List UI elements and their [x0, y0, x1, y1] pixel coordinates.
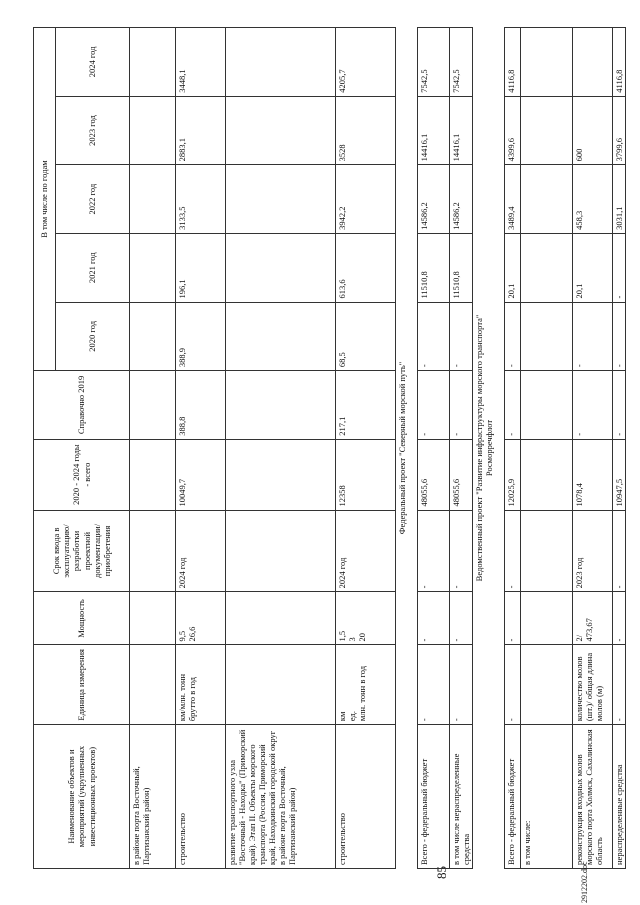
- header-total: 2020 - 2024 годы - всего: [34, 439, 130, 510]
- cell-total: 48055,6: [418, 439, 450, 510]
- cell-y2024: 4116,8: [613, 28, 626, 97]
- cell-deadline: [226, 510, 336, 592]
- cell-deadline: [521, 510, 573, 592]
- cell-unit: км/млн. тонн брутто в год: [176, 645, 226, 725]
- cell-total: 12358: [336, 439, 396, 510]
- table-body: [130, 28, 626, 869]
- cell-y2020: -: [418, 302, 450, 371]
- cell-ref2019: [521, 371, 573, 440]
- cell-y2022: [226, 165, 336, 234]
- header-2024: 2024 год: [56, 28, 130, 97]
- cell-ref2019: [226, 371, 336, 440]
- cell-y2021: [226, 233, 336, 302]
- cell-y2021: [521, 233, 573, 302]
- cell-y2020: [521, 302, 573, 371]
- cell-total: 1078,4: [573, 439, 613, 510]
- cell-y2023: 2883,1: [176, 96, 226, 165]
- cell-ref2019: 217,1: [336, 371, 396, 440]
- cell-total: [521, 439, 573, 510]
- cell-deadline: 2024 год: [176, 510, 226, 592]
- header-name: Наименование объектов и мероприятий (укрупненных инвестиционных проектов): [34, 725, 130, 869]
- header-2021: 2021 год: [56, 233, 130, 302]
- cell-name: развитие транспортного узла "Восточный - Находка" (Приморский край). Этап II. Объекты морского транспорта (Россия, Приморский край, Находкинский городской округ в районе порта Восточный, Партизанский район): [226, 725, 336, 869]
- cell-y2023: 600: [573, 96, 613, 165]
- cell-name: строительство: [336, 725, 396, 869]
- header-by-years: В том числе по годам: [34, 28, 56, 371]
- cell-y2020: [130, 302, 176, 371]
- cell-deadline: 2023 год: [573, 510, 613, 592]
- cell-unit: [226, 645, 336, 725]
- cell-ref2019: -: [418, 371, 450, 440]
- cell-y2023: [130, 96, 176, 165]
- page-number: 85: [434, 866, 449, 879]
- cell-y2021: 613,6: [336, 233, 396, 302]
- cell-name: строительство: [176, 725, 226, 869]
- cell-total: [226, 439, 336, 510]
- section-row: [396, 28, 418, 869]
- cell-ref2019: -: [613, 371, 626, 440]
- cell-capacity: 2/ 473,67: [573, 592, 613, 645]
- cell-total: 10947,5: [613, 439, 626, 510]
- cell-unit: количество молов (шт.)/ общая длина молов (м): [573, 645, 613, 725]
- cell-capacity: 1,5 3 20: [336, 592, 396, 645]
- cell-deadline: -: [418, 510, 450, 592]
- cell-unit: км ед. млн. тонн в год: [336, 645, 396, 725]
- cell-y2024: [130, 28, 176, 97]
- investment-table: [33, 27, 626, 869]
- table-row: [226, 28, 336, 869]
- footer-filename: 2912202.doc: [580, 861, 589, 903]
- cell-ref2019: -: [450, 371, 473, 440]
- cell-y2021: 20,1: [505, 233, 521, 302]
- cell-y2024: [521, 28, 573, 97]
- cell-y2021: -: [613, 233, 626, 302]
- cell-y2022: 14586,2: [418, 165, 450, 234]
- section-row: [473, 28, 505, 869]
- cell-y2024: 7542,5: [450, 28, 473, 97]
- header-ref2019: Справочно 2019: [34, 371, 130, 440]
- cell-total: 10049,7: [176, 439, 226, 510]
- cell-unit: -: [613, 645, 626, 725]
- cell-unit: -: [505, 645, 521, 725]
- cell-y2023: [521, 96, 573, 165]
- cell-y2020: -: [450, 302, 473, 371]
- cell-y2020: 68,5: [336, 302, 396, 371]
- cell-y2021: 11510,8: [450, 233, 473, 302]
- cell-y2024: [573, 28, 613, 97]
- cell-y2024: 3448,1: [176, 28, 226, 97]
- cell-y2020: [226, 302, 336, 371]
- cell-ref2019: 388,8: [176, 371, 226, 440]
- cell-y2022: [130, 165, 176, 234]
- cell-y2021: 11510,8: [418, 233, 450, 302]
- cell-y2023: 3528: [336, 96, 396, 165]
- cell-y2021: 20,1: [573, 233, 613, 302]
- table-row: [176, 28, 226, 869]
- cell-y2022: 458,3: [573, 165, 613, 234]
- cell-capacity: -: [418, 592, 450, 645]
- cell-name: в том числе нераспределенные средства: [450, 725, 473, 869]
- cell-unit: [521, 645, 573, 725]
- section-title: Федеральный проект "Северный морской путь": [396, 28, 418, 869]
- table-row: [450, 28, 473, 869]
- header-2020: 2020 год: [56, 302, 130, 371]
- cell-name: Всего - федеральный бюджет: [505, 725, 521, 869]
- cell-y2024: 4205,7: [336, 28, 396, 97]
- cell-capacity: [226, 592, 336, 645]
- cell-ref2019: -: [505, 371, 521, 440]
- section-title: Ведомственный проект "Развитие инфраструктуры морского транспорта" Росморречфлот: [473, 28, 505, 869]
- cell-y2020: -: [505, 302, 521, 371]
- cell-name: нераспределенные средства: [613, 725, 626, 869]
- cell-y2022: 14586,2: [450, 165, 473, 234]
- cell-total: 12025,9: [505, 439, 521, 510]
- cell-capacity: -: [505, 592, 521, 645]
- cell-y2021: 196,1: [176, 233, 226, 302]
- cell-y2022: 3942,2: [336, 165, 396, 234]
- cell-y2024: 4116,8: [505, 28, 521, 97]
- cell-y2020: -: [613, 302, 626, 371]
- cell-y2023: 4399,6: [505, 96, 521, 165]
- cell-y2020: 388,9: [176, 302, 226, 371]
- cell-y2020: -: [573, 302, 613, 371]
- table-row: [505, 28, 521, 869]
- cell-unit: -: [450, 645, 473, 725]
- cell-capacity: -: [613, 592, 626, 645]
- table-row: [521, 28, 573, 869]
- cell-y2022: 3031,1: [613, 165, 626, 234]
- cell-capacity: 9,5 26,6: [176, 592, 226, 645]
- cell-name: в том числе:: [521, 725, 573, 869]
- cell-deadline: [130, 510, 176, 592]
- cell-name: Всего - федеральный бюджет: [418, 725, 450, 869]
- header-deadline: Срок ввода в эксплуатацию/ разработки проектной документации/ приобретения: [34, 510, 130, 592]
- cell-y2022: 3133,5: [176, 165, 226, 234]
- cell-unit: -: [418, 645, 450, 725]
- header-2022: 2022 год: [56, 165, 130, 234]
- header-unit: Единица измерения: [34, 645, 130, 725]
- cell-total: [130, 439, 176, 510]
- cell-deadline: -: [613, 510, 626, 592]
- cell-deadline: -: [505, 510, 521, 592]
- table-row: [613, 28, 626, 869]
- cell-deadline: -: [450, 510, 473, 592]
- cell-y2023: 14416,1: [450, 96, 473, 165]
- table-row: [418, 28, 450, 869]
- header-2023: 2023 год: [56, 96, 130, 165]
- cell-capacity: -: [450, 592, 473, 645]
- cell-ref2019: -: [573, 371, 613, 440]
- cell-y2021: [130, 233, 176, 302]
- table-row: [130, 28, 176, 869]
- cell-name: в районе порта Восточный, Партизанский район): [130, 725, 176, 869]
- cell-y2022: [521, 165, 573, 234]
- cell-y2023: 3799,6: [613, 96, 626, 165]
- cell-capacity: [521, 592, 573, 645]
- cell-y2024: [226, 28, 336, 97]
- cell-y2023: 14416,1: [418, 96, 450, 165]
- table-row: [336, 28, 396, 869]
- cell-y2023: [226, 96, 336, 165]
- cell-y2024: 7542,5: [418, 28, 450, 97]
- cell-ref2019: [130, 371, 176, 440]
- cell-deadline: 2024 год: [336, 510, 396, 592]
- cell-total: 48055,6: [450, 439, 473, 510]
- cell-capacity: [130, 592, 176, 645]
- header-capacity: Мощность: [34, 592, 130, 645]
- cell-unit: [130, 645, 176, 725]
- cell-y2022: 3489,4: [505, 165, 521, 234]
- cell-name: реконструкция входных молов морского порта Холмск, Сахалинская область: [573, 725, 613, 869]
- table-row: [573, 28, 613, 869]
